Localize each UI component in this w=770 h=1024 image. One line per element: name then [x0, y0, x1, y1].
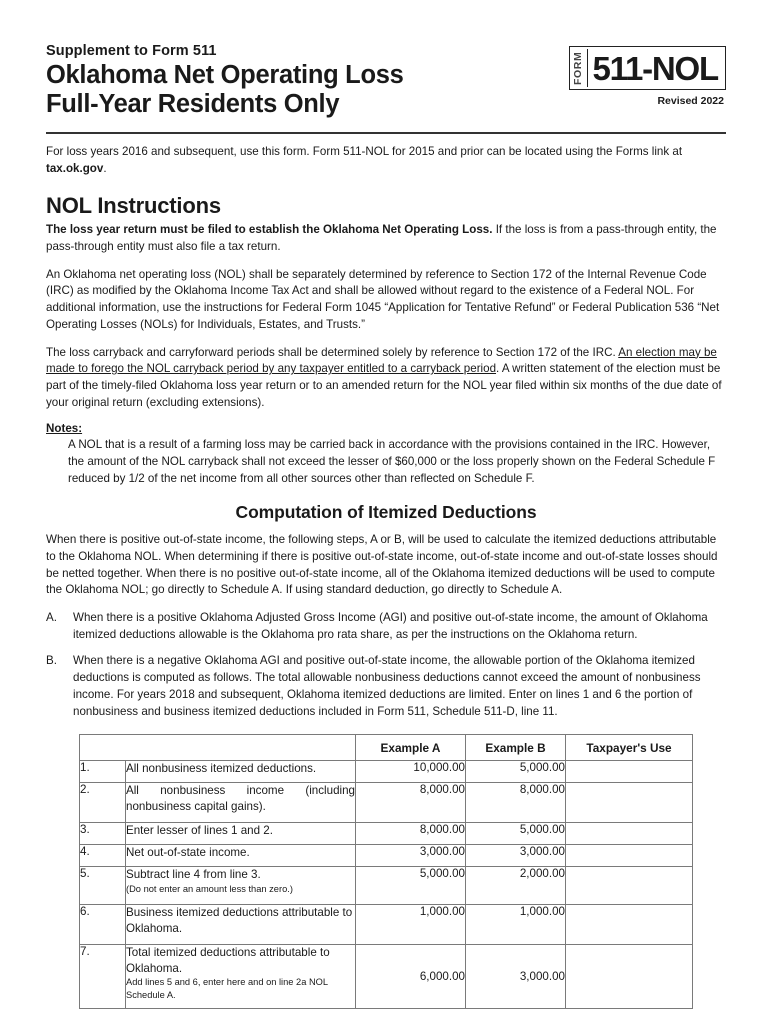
row-7-number: 7. [80, 945, 126, 1009]
row-3-description: Enter lesser of lines 1 and 2. [126, 823, 356, 845]
row-2-example-a: 8,000.00 [356, 783, 466, 823]
table-header-row [80, 735, 693, 761]
row-3-example-a: 8,000.00 [356, 823, 466, 845]
table-header [80, 735, 693, 761]
row-2-taxpayer-use[interactable] [566, 783, 693, 823]
row-1-example-b: 5,000.00 [466, 761, 566, 783]
form-badge-label: FORM [571, 51, 584, 85]
row-4-example-a: 3,000.00 [356, 845, 466, 867]
supplement-line: Supplement to Form 511 [46, 43, 217, 59]
row-1-example-a: 10,000.00 [356, 761, 466, 783]
row-2-example-b: 8,000.00 [466, 783, 566, 823]
row-5-example-b: 2,000.00 [466, 867, 566, 905]
itemized-deductions-table-wrapper [46, 734, 726, 1009]
row-6-taxpayer-use[interactable] [566, 905, 693, 945]
row-5-taxpayer-use[interactable] [566, 867, 693, 905]
item-a-text: When there is a positive Oklahoma Adjusted Gross Income (AGI) and positive out-of-state income, the amount of Oklahoma itemized deductions allowable is the Oklahoma pro rata share, as per the instructions on the Oklahoma return. [73, 611, 708, 641]
row-5-subtext: (Do not enter an amount less than zero.) [126, 883, 293, 894]
carryback-text-start: The loss carryback and carryforward periods shall be determined solely by reference to Section 172 of the IRC. [46, 345, 619, 359]
notes-label: Notes: [46, 422, 83, 436]
row-4-description: Net out-of-state income. [126, 845, 356, 867]
table-body [80, 761, 693, 1009]
row-7-example-b: 3,000.00 [466, 945, 566, 1009]
row-4-number: 4. [80, 845, 126, 867]
table-row [80, 761, 693, 783]
form-number-badge [569, 46, 727, 90]
table-header-taxpayer-use: Taxpayer's Use [566, 735, 693, 761]
row-7-taxpayer-use[interactable] [566, 945, 693, 1009]
instructions-paragraph-3 [46, 345, 726, 412]
revised-date: Revised 2022 [657, 95, 724, 107]
item-b-text: When there is a negative Oklahoma AGI and positive out-of-state income, the allowable portion of the Oklahoma itemized deductions is computed as follows. The total allowable nonbusiness deductions cannot exceed the amount of nonbusiness income. For years 2018 and subsequent, Oklahoma itemized deductions are limited. Enter on lines 1 and 6 the portion of nonbusiness and business itemized deductions included in Form 511, Schedule 511-D, line 11. [73, 654, 701, 718]
notes-body: A NOL that is a result of a farming loss may be carried back in accordance with the provisions contained in the IRC. However, the amount of the NOL carryback shall not exceed the lesser of $60,000 or the loss properly shown on the Federal Schedule F reduced by 1/2 of the net income from all other sources other than reflected on Schedule F. [68, 438, 716, 485]
table-row [80, 905, 693, 945]
header-title-block [46, 40, 403, 118]
table-header-example-b: Example B [466, 735, 566, 761]
item-a-marker: A. [46, 611, 57, 625]
item-b-marker: B. [46, 654, 57, 668]
row-1-description: All nonbusiness itemized deductions. [126, 761, 356, 783]
form-number: 511-NOL [592, 50, 718, 87]
row-6-number: 6. [80, 905, 126, 945]
row-2-number: 2. [80, 783, 126, 823]
row-4-taxpayer-use[interactable] [566, 845, 693, 867]
form-title-line-2: Full-Year Residents Only [46, 89, 340, 118]
itemized-deductions-table [79, 734, 693, 1009]
table-row [80, 867, 693, 905]
instructions-paragraph-2: An Oklahoma net operating loss (NOL) shall be separately determined by reference to Section 172 of the Internal Revenue Code (IRC) as modified by the Oklahoma Income Tax Act and shall be allowed without regard to the existence of a Federal NOL. For additional information, use the instructions for Federal Form 1045 “Application for Tentative Refund” or Federal Publication 536 “Net Operating Losses (NOLs) for Individuals, Estates, and Trusts.” [46, 267, 720, 331]
tax-website-link[interactable]: tax.ok.gov [46, 161, 104, 175]
row-6-description: Business itemized deductions attributable to Oklahoma. [126, 905, 356, 945]
computation-heading: Computation of Itemized Deductions [235, 502, 537, 523]
loss-year-return-bold: The loss year return must be filed to establish the Oklahoma Net Operating Loss. [46, 223, 493, 237]
row-3-number: 3. [80, 823, 126, 845]
row-6-example-a: 1,000.00 [356, 905, 466, 945]
table-header-example-a: Example A [356, 735, 466, 761]
intro-text-1: For loss years 2016 and subsequent, use this form. Form 511-NOL for 2015 and prior can be located using the Forms link at [46, 145, 683, 158]
row-4-example-b: 3,000.00 [466, 845, 566, 867]
intro-text-2: . [103, 161, 107, 175]
form-title-line-1: Oklahoma Net Operating Loss [46, 61, 404, 90]
computation-item-a [46, 610, 726, 643]
form-header [46, 40, 726, 126]
computation-item-b [46, 653, 726, 720]
row-7-subtext: Add lines 5 and 6, enter here and on line 2a NOL Schedule A. [126, 977, 328, 1000]
row-1-number: 1. [80, 761, 126, 783]
nol-instructions-heading: NOL Instructions [46, 193, 221, 219]
row-7-example-a: 6,000.00 [356, 945, 466, 1009]
table-header-blank [80, 735, 356, 761]
row-3-taxpayer-use[interactable] [566, 823, 693, 845]
row-5-description: Subtract line 4 from line 3. [126, 868, 261, 882]
loss-year-return-rest: If the loss is from a pass-through entity, the pass-through entity must also file a tax return. [46, 223, 717, 254]
instructions-paragraph-1 [46, 222, 726, 255]
row-2-description: All nonbusiness income (including nonbusiness capital gains). [126, 784, 355, 813]
row-5-example-a: 5,000.00 [356, 867, 466, 905]
table-row [80, 823, 693, 845]
form-number-block [569, 40, 727, 107]
row-7-description: Total itemized deductions attributable to Oklahoma. [126, 946, 330, 975]
row-1-taxpayer-use[interactable] [566, 761, 693, 783]
computation-intro-paragraph: When there is positive out-of-state income, the following steps, A or B, will be used to calculate the itemized deductions attributable to the Oklahoma NOL. When determining if there is positive out-of-state income, out-of-state income and out-of-state losses should be netted together. When there is no positive out-of-state income, all of the Oklahoma itemized deductions will be used to compute the Oklahoma NOL; go directly to Schedule A. If using standard deduction, go directly to Schedule A. [46, 533, 718, 597]
carryback-election-underlined: An election may be made to forego the NOL carryback period by any taxpayer entitled to a carryback period [46, 345, 717, 376]
intro-paragraph [46, 144, 726, 177]
row-5-number: 5. [80, 867, 126, 905]
row-6-example-b: 1,000.00 [466, 905, 566, 945]
header-divider [46, 132, 726, 134]
table-row [80, 783, 693, 823]
carryback-text-end: . A written statement of the election must be part of the timely-filed Oklahoma loss year return or to an amended return for the NOL year filed within six months of the due date of your original return (excluding extensions). [46, 362, 722, 409]
table-row [80, 845, 693, 867]
table-row [80, 945, 693, 1009]
row-3-example-b: 5,000.00 [466, 823, 566, 845]
